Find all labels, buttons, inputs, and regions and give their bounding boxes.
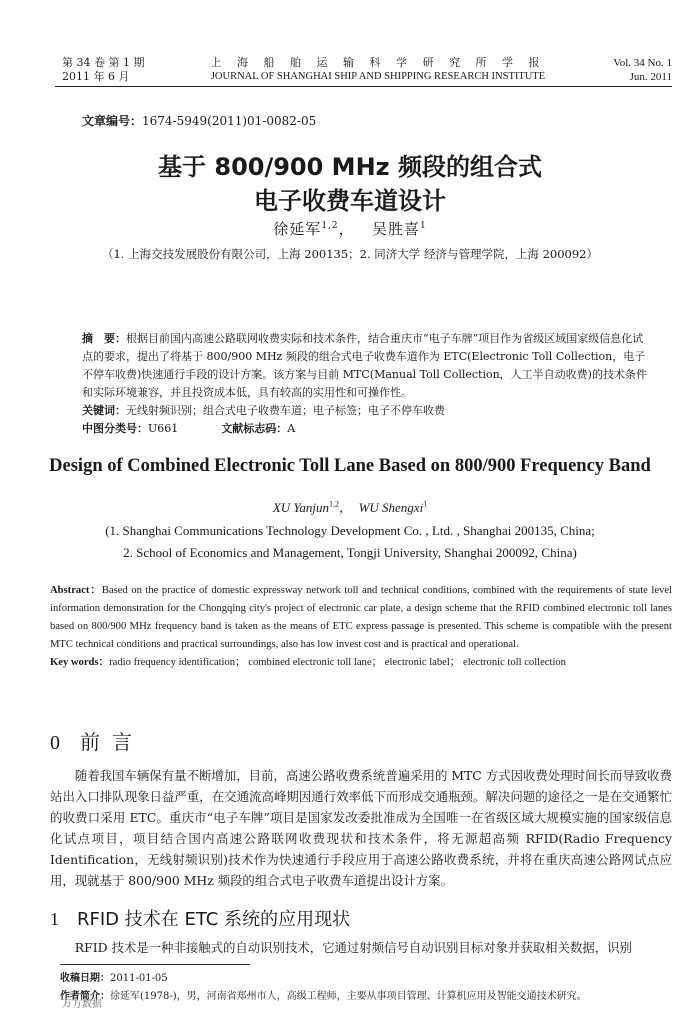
classification-cn xyxy=(82,420,654,438)
clc-value: U661 xyxy=(148,422,179,435)
section-1-paragraph: RFID 技术是一种非接触式的自动识别技术，它通过射频信号自动识别目标对象并获取相关数据，识别 xyxy=(74,940,632,955)
article-number xyxy=(82,112,316,129)
abstract-cn-text: 根据目前国内高速公路联网收费实际和技术条件，结合重庆市“电子车牌”项目作为省级区域国家级信息化试点的要求，提出了将基于 800/900 MHz 频段的组合式电子收费车道作为 ETC(Electronic Toll Collection，电子不停车收费)快速通行手段的设计方案。该方案与目前 MTC(Manual Toll Collection，人工半自动收费)的技术条件和实际环境兼容，并且投资成本低，具有较高的实用性和可操作性。 xyxy=(82,332,647,399)
author-1-en-affil: 1,2 xyxy=(329,499,340,509)
abstract-cn xyxy=(82,330,654,438)
section-1-number: 1 xyxy=(50,909,59,929)
header-vol-en: Vol. 34 No. 1 xyxy=(613,57,672,69)
title-cn xyxy=(0,150,700,218)
authors-en xyxy=(0,497,700,516)
clc-label: 中图分类号： xyxy=(82,422,148,435)
footnote-received xyxy=(60,969,168,984)
header-volume-cn: 第 34 卷 第 1 期 xyxy=(62,56,145,69)
title-cn-line1: 基于 800/900 MHz 频段的组合式 xyxy=(158,153,542,181)
title-en: Design of Combined Electronic Toll Lane Based on 800/900 Frequency Band xyxy=(49,456,651,476)
article-number-label: 文章编号： xyxy=(82,114,143,128)
header-journal xyxy=(178,56,578,84)
affiliations-cn: （1. 上海交技发展股份有限公司，上海 200135；2. 同济大学 经济与管理学院，上海 200092） xyxy=(101,247,599,261)
article-number-value: 1674-5949(2011)01-0082-05 xyxy=(142,114,317,128)
abstract-cn-body xyxy=(82,330,654,402)
author-separator: ， xyxy=(338,220,372,238)
keywords-cn-label: 关键词： xyxy=(82,404,126,417)
abstract-en-body xyxy=(50,582,672,654)
abstract-en-label: Abstract： xyxy=(50,585,102,596)
received-label: 收稿日期： xyxy=(60,973,110,984)
received-value: 2011-01-05 xyxy=(110,973,168,984)
section-0-paragraph: 随着我国车辆保有量不断增加，目前，高速公路收费系统普遍采用的 MTC 方式因收费处理时间长而导致收费站出入口排队现象日益严重，在交通流高峰期因通行效率低下而形成交通瓶颈。解决问题的途径之一是在交通繁忙的收费口采用 ETC。重庆市“电子车牌”项目是国家发改委批准成为全国唯一在省级区域大规模实施的国家级信息化试点项目，项目结合国内高速公路联网收费现状和技术条件，将无源超高频 RFID(Radio Frequency Identification，无线射频识别)技术作为快速通行手段应用于高速公路收费系统，并将在重庆高速公路网试点应用，现就基于 800/900 MHz 频段的组合式电子收费车道提出设计方案。 xyxy=(50,768,672,888)
keywords-cn xyxy=(82,402,654,420)
affiliation-en-1: (1. Shanghai Communications Technology Development Co. , Ltd. , Shanghai 200135, China; xyxy=(105,523,595,538)
doc-code-value: A xyxy=(287,422,296,435)
section-1-heading xyxy=(50,905,350,931)
author-bio-label: 作者简介： xyxy=(60,991,110,1002)
header-date-en: Jun. 2011 xyxy=(629,71,672,83)
abstract-cn-label: 摘 要： xyxy=(82,332,126,345)
abstract-en xyxy=(50,582,672,672)
footnote-author xyxy=(60,987,587,1002)
footnote-rule xyxy=(60,964,250,965)
author-2-en: WU Shengxi xyxy=(358,500,424,515)
affiliation-en-2: 2. School of Economics and Management, Tongji University, Shanghai 200092, China) xyxy=(123,545,577,560)
abstract-en-text: Based on the practice of domestic expressway network toll and technical conditions, combined with the requirements of state level information demonstration for the Chongqing city's project of electronic car plate, a design scheme that the RFID combined electronic toll lanes based on 800/900 MHz frequency band is taken as the means of ETC express passage is presented. This scheme is compatible with the present MTC technical conditions and practical surroundings, also has low invest cost and is practical and operational. xyxy=(50,585,672,650)
section-1-title: RFID 技术在 ETC 系统的应用现状 xyxy=(77,909,351,930)
affiliations-en xyxy=(0,520,700,564)
authors-cn xyxy=(0,218,700,239)
section-0-title: 前言 xyxy=(80,730,144,754)
header-rule xyxy=(55,86,672,87)
author-2-en-affil: 1 xyxy=(423,499,428,509)
author-bio-value: 徐延军(1978-)，男，河南省郑州市人，高级工程师，主要从事项目管理、计算机应用及智能交通技术研究。 xyxy=(110,991,587,1002)
header-volume xyxy=(62,56,144,84)
author-2-affil: 1 xyxy=(419,221,427,231)
author-1-affil: 1,2 xyxy=(321,221,339,231)
author-1-cn: 徐延军 xyxy=(273,220,322,238)
header-volume-en xyxy=(613,56,672,84)
author-en-separator: ， xyxy=(339,500,359,515)
author-2-cn: 吴胜喜 xyxy=(371,220,420,238)
section-0-number: 0 xyxy=(50,732,60,754)
keywords-en xyxy=(50,654,672,672)
keywords-cn-text: 无线射频识别；组合式电子收费车道；电子标签；电子不停车收费 xyxy=(126,404,445,417)
keywords-en-label: Key words： xyxy=(50,657,110,668)
header-date-cn: 2011 年 6 月 xyxy=(62,70,130,83)
journal-name-cn: 上 海 船 舶 运 输 科 学 研 究 所 学 报 xyxy=(210,56,546,69)
doc-code-label: 文献标志码： xyxy=(221,422,288,435)
journal-name-en: JOURNAL OF SHANGHAI SHIP AND SHIPPING RESEARCH INSTITUTE xyxy=(210,71,546,82)
author-1-en: XU Yanjun xyxy=(272,500,330,515)
title-cn-line2: 电子收费车道设计 xyxy=(254,187,446,215)
section-0-heading xyxy=(50,726,144,755)
keywords-en-text: radio frequency identification； combined electronic toll lane； electronic label； electronic toll collection xyxy=(109,657,566,668)
watermark: 万方数据 xyxy=(62,999,102,1010)
